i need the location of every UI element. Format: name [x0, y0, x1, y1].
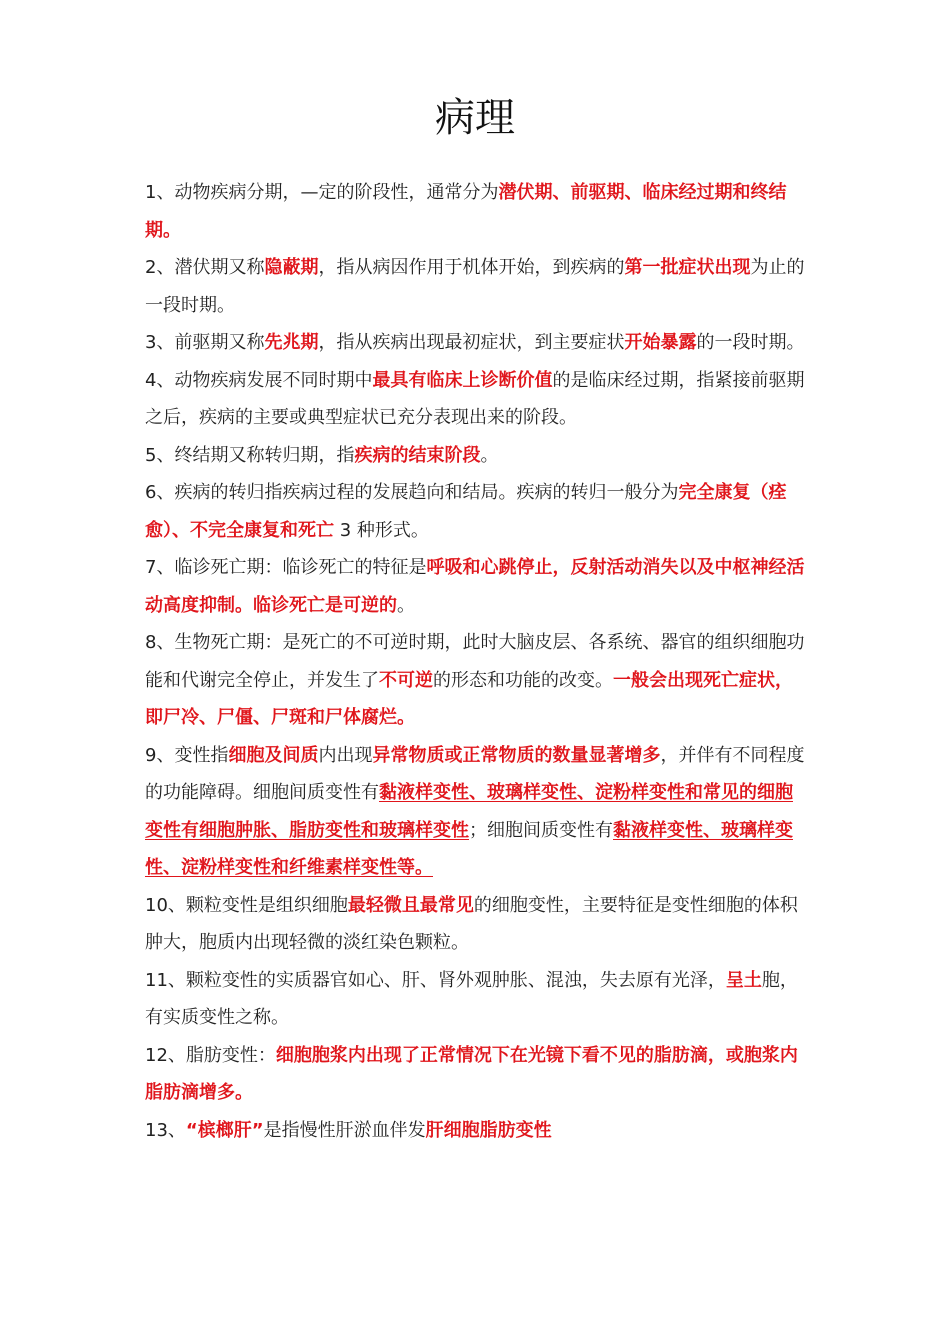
highlighted-text: 隐蔽期	[264, 257, 319, 278]
highlighted-text: 疾病的结束阶段	[354, 444, 481, 466]
body-text: 。	[397, 594, 415, 616]
body-text: 3、前驱期又称	[145, 332, 265, 353]
body-text: 13、	[145, 1119, 186, 1141]
highlighted-text: 一般会出现死亡症状，即尸冷、尸僵、尸斑和尸体腐烂。	[145, 669, 793, 728]
highlighted-text: 第一批症状出现	[624, 257, 751, 278]
body-text: 4、动物疾病发展不同时期中	[145, 369, 373, 391]
list-item	[145, 174, 810, 249]
highlighted-text: 不可逆	[379, 669, 433, 691]
body-text: 的是临床经过期，指紧接前驱期之后，疾病的主要或典型症状已充分表现出来的阶段。	[145, 369, 805, 428]
list-item	[145, 1112, 810, 1150]
body-text: ，指从病因作用于机体开始，到疾病的	[318, 257, 625, 278]
list-item	[145, 249, 810, 324]
body-text: 11、颗粒变性的实质器官如心、肝、肾外观肿胀、混浊，失去原有光泽，	[145, 969, 726, 991]
body-text: ，指从疾病出现最初症状，到主要症状	[318, 332, 625, 353]
highlighted-text: 肝细胞脂肪变性	[425, 1119, 552, 1141]
highlighted-text: 细胞胞浆内出现了正常情况下在光镜下看不见的脂肪滴，或胞浆内脂肪滴增多。	[145, 1044, 798, 1103]
list-item	[145, 362, 810, 437]
body-text: 。	[480, 444, 499, 466]
body-text: 6、疾病的转归指疾病过程的发展趋向和结局。疾病的转归一般分为	[145, 482, 679, 503]
list-item	[145, 474, 810, 549]
highlighted-text: 黏液样变性、玻璃样变性、淀粉样变性和常见的细胞变性有细胞肿胀、脂肪变性和玻璃样变性	[145, 782, 793, 841]
body-text: 7、临诊死亡期：临诊死亡的特征是	[145, 557, 427, 578]
body-text: ，并伴有不同程度的功能障碍。细胞间质变性有	[145, 744, 805, 803]
list-item	[145, 1037, 810, 1112]
list-item	[145, 962, 810, 1037]
list-item	[145, 437, 810, 475]
body-text: 胞，有实质变性之称。	[145, 969, 798, 1028]
body-text: ；细胞间质变性有	[469, 819, 613, 841]
body-text: 的形态和功能的改变。	[433, 669, 613, 691]
body-text: 的一段时期。	[696, 332, 805, 353]
list-item	[145, 737, 810, 887]
highlighted-text: 开始暴露	[624, 332, 697, 353]
highlighted-text: 黏液样变性、玻璃样变性、淀粉样变性和纤维素样变性等。	[145, 819, 793, 878]
body-text: 5、终结期又称转归期，指	[145, 444, 355, 466]
page-title: 病理	[435, 95, 515, 141]
body-text: 是指慢性肝淤血伴发	[263, 1119, 426, 1141]
list-item	[145, 887, 810, 962]
highlighted-text: 先兆期	[264, 332, 319, 353]
body-text: 3 种形式。	[334, 519, 429, 541]
body-text: 9、变性指	[145, 744, 229, 766]
highlighted-text: “槟榔肝”	[185, 1119, 264, 1141]
list-item	[145, 324, 810, 362]
body-text: 12、脂肪变性：	[145, 1044, 276, 1066]
highlighted-text: 潜伏期、前驱期、临床经过期和终结期。	[145, 182, 787, 241]
body-text: 1、动物疾病分期，—定的阶段性，通常分为	[145, 182, 499, 203]
body-text: 10、颗粒变性是组织细胞	[145, 894, 348, 916]
body-text: 2、潜伏期又称	[145, 257, 265, 278]
highlighted-text: 呼吸和心跳停止，反射活动消失以及中枢神经活动高度抑制。临诊死亡是可逆的	[145, 557, 805, 616]
highlighted-text: 异常物质或正常物质的数量显著增多	[372, 744, 661, 766]
list-item	[145, 624, 810, 737]
body-text: 8、生物死亡期：是死亡的不可逆时期，此时大脑皮层、各系统、器官的组织细胞功能和代谢完全停止，并发生了	[145, 632, 805, 691]
item-list	[145, 174, 810, 1149]
body-text: 的细胞变性，主要特征是变性细胞的体积肿大，胞质内出现轻微的淡红染色颗粒。	[145, 894, 798, 953]
highlighted-text: 完全康复（痊愈）、不完全康复和死亡	[145, 482, 787, 541]
list-item	[145, 549, 810, 624]
body-text: 为止的一段时期。	[145, 257, 805, 316]
highlighted-text: 呈土	[725, 969, 762, 991]
highlighted-text: 最具有临床上诊断价值	[372, 369, 553, 391]
highlighted-text: 细胞及间质	[228, 744, 319, 766]
body-text: 内出现	[318, 744, 373, 766]
highlighted-text: 最轻微且最常见	[347, 894, 474, 916]
